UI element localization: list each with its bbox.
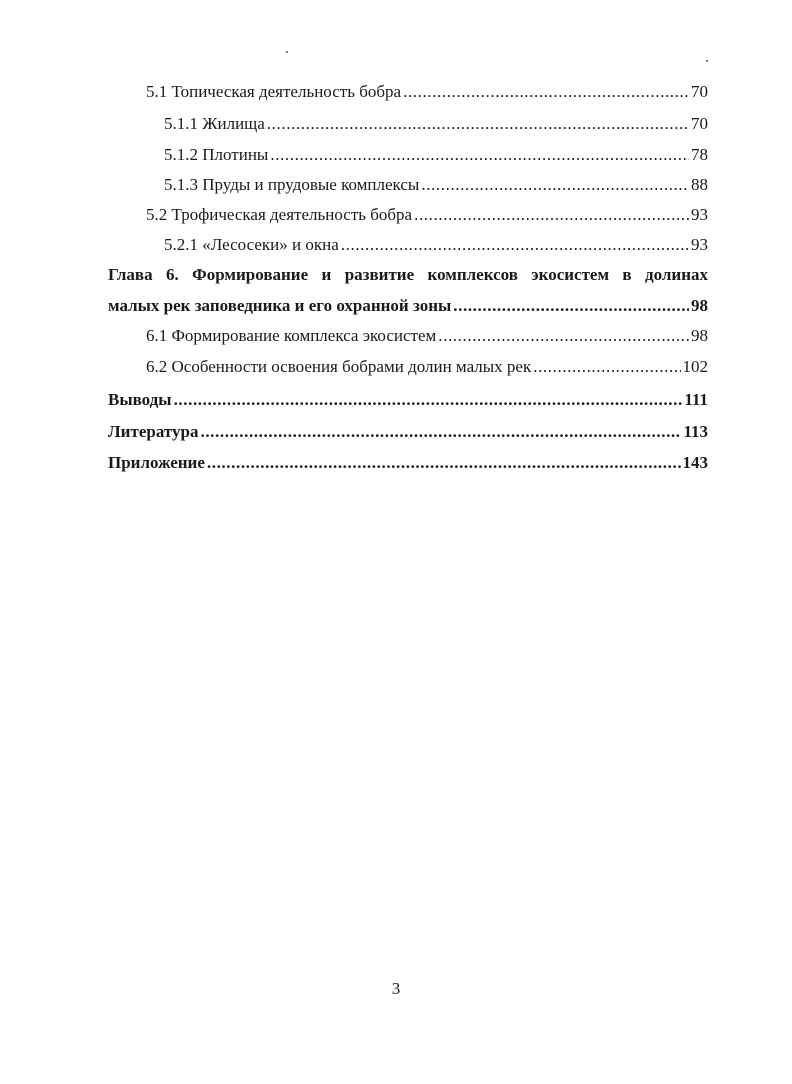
toc-entry-label: 5.2.1 «Лесосеки» и окна [164,235,339,254]
toc-entry-page: 111 [684,390,708,409]
toc-entry-label: Литература [108,422,199,441]
toc-entry-page: 113 [683,422,708,441]
scan-speck [706,60,708,62]
toc-entry-page: 102 [682,357,708,376]
toc-entry-conclusions[interactable] [108,389,708,411]
toc-entry-label: 5.1.2 Плотины [164,145,269,164]
toc-entry-label: 5.1.3 Пруды и прудовые комплексы [164,175,420,194]
dot-leader [453,295,689,317]
toc-entry-label: Приложение [108,453,205,472]
toc-entry-label: 6.2 Особенности освоения бобрами долин малых рек [146,357,532,376]
dot-leader [270,144,689,166]
toc-entry-page: 143 [682,453,708,472]
toc-entry-label: 6.1 Формирование комплекса экосистем [146,326,437,345]
toc-entry-label: 5.2 Трофическая деятельность бобра [146,205,413,224]
toc-entry-page: 98 [691,326,708,345]
toc-entry-5-1[interactable] [146,81,708,103]
toc-entry-label: Выводы [108,390,172,409]
toc-entry-5-2[interactable] [146,204,708,226]
toc-entry-5-1-3[interactable] [164,174,708,196]
dot-leader [341,234,689,256]
toc-entry-page: 88 [691,175,708,194]
toc-entry-label: малых рек заповедника и его охранной зоны [108,296,452,315]
toc-entry-6-1[interactable] [146,325,708,347]
toc-entry-page: 93 [691,205,708,224]
toc-entry-page: 70 [691,114,708,133]
dot-leader [267,113,689,135]
toc-entry-5-1-2[interactable] [164,144,708,166]
toc-entry-page: 70 [691,82,708,101]
toc-entry-5-2-1[interactable] [164,234,708,256]
dot-leader [200,421,681,443]
scan-speck [286,51,288,53]
dot-leader [207,452,681,474]
toc-entry-page: 98 [691,296,708,315]
toc-entry-page: 93 [691,235,708,254]
page-number: 3 [391,979,401,998]
toc-chapter-6-title-line-2[interactable] [108,295,708,317]
dot-leader [421,174,689,196]
dot-leader [174,389,683,411]
dot-leader [533,356,680,378]
dot-leader [414,204,689,226]
toc-entry-5-1-1[interactable] [164,113,708,135]
dot-leader [403,81,689,103]
toc-entry-appendix[interactable] [108,452,708,474]
toc-entry-page: 78 [691,145,708,164]
toc-entry-label: 5.1 Топическая деятельность бобра [146,82,402,101]
dot-leader [438,325,689,347]
toc-entry-6-2[interactable] [146,356,708,378]
toc-chapter-6-title-line-1[interactable]: Глава 6. Формирование и развитие комплексов экосистем в долинах [108,265,708,284]
toc-entry-label: 5.1.1 Жилища [164,114,265,133]
toc-entry-literature[interactable] [108,421,708,443]
